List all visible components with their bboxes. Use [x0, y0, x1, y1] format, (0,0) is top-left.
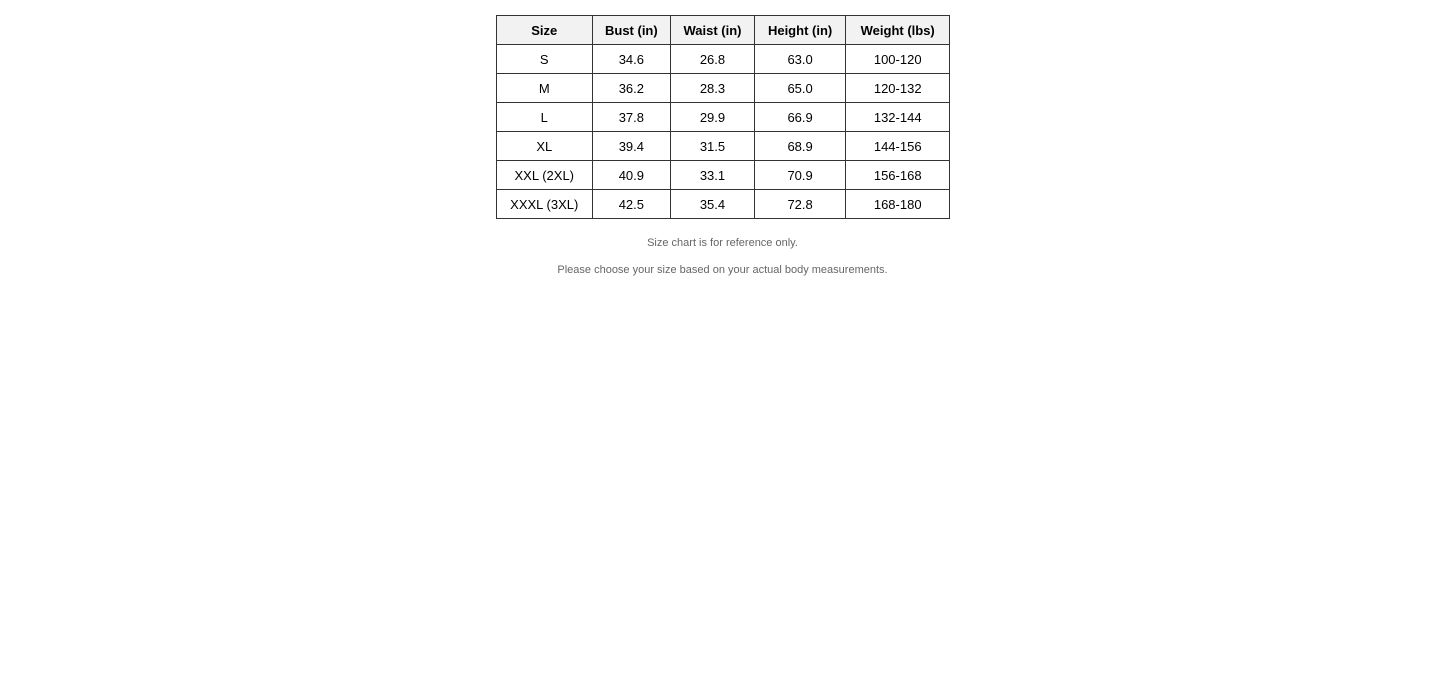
table-header-row	[497, 16, 950, 45]
cell-bust: 34.6	[592, 45, 671, 74]
cell-height: 70.9	[754, 161, 846, 190]
header-height: Height (in)	[754, 16, 846, 45]
reference-note: Size chart is for reference only.	[647, 237, 798, 249]
cell-weight: 144-156	[846, 132, 950, 161]
table-row	[497, 190, 950, 219]
cell-waist: 28.3	[671, 74, 755, 103]
advice-note: Please choose your size based on your actual body measurements.	[557, 264, 888, 276]
cell-waist: 31.5	[671, 132, 755, 161]
cell-bust: 42.5	[592, 190, 671, 219]
cell-bust: 39.4	[592, 132, 671, 161]
cell-waist: 35.4	[671, 190, 755, 219]
cell-size: XXXL (3XL)	[497, 190, 593, 219]
cell-height: 65.0	[754, 74, 846, 103]
header-size: Size	[497, 16, 593, 45]
cell-waist: 29.9	[671, 103, 755, 132]
cell-weight: 100-120	[846, 45, 950, 74]
header-bust: Bust (in)	[592, 16, 671, 45]
cell-weight: 168-180	[846, 190, 950, 219]
size-chart-table	[496, 15, 950, 219]
cell-size: XXL (2XL)	[497, 161, 593, 190]
cell-size: XL	[497, 132, 593, 161]
header-weight: Weight (lbs)	[846, 16, 950, 45]
cell-waist: 33.1	[671, 161, 755, 190]
cell-bust: 40.9	[592, 161, 671, 190]
cell-waist: 26.8	[671, 45, 755, 74]
cell-weight: 132-144	[846, 103, 950, 132]
header-waist: Waist (in)	[671, 16, 755, 45]
table-row	[497, 132, 950, 161]
cell-size: S	[497, 45, 593, 74]
size-chart-notes	[0, 235, 1445, 278]
table-row	[497, 45, 950, 74]
cell-bust: 36.2	[592, 74, 671, 103]
cell-bust: 37.8	[592, 103, 671, 132]
cell-height: 72.8	[754, 190, 846, 219]
size-chart-container	[496, 15, 949, 219]
cell-height: 68.9	[754, 132, 846, 161]
cell-weight: 156-168	[846, 161, 950, 190]
cell-height: 66.9	[754, 103, 846, 132]
cell-weight: 120-132	[846, 74, 950, 103]
cell-height: 63.0	[754, 45, 846, 74]
cell-size: M	[497, 74, 593, 103]
table-row	[497, 74, 950, 103]
table-row	[497, 161, 950, 190]
cell-size: L	[497, 103, 593, 132]
table-row	[497, 103, 950, 132]
